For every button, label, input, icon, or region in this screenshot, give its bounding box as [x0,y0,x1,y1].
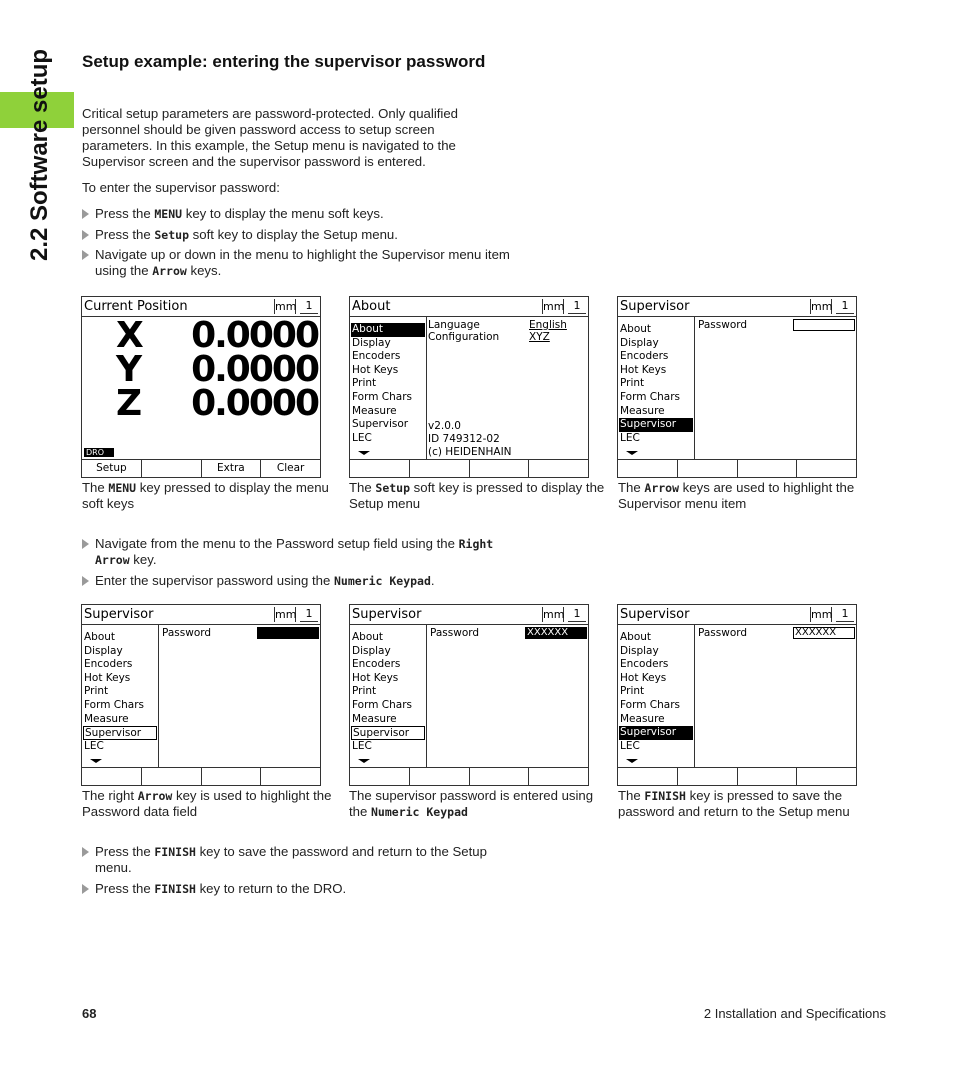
language-value[interactable]: English [529,319,567,331]
softkey-4[interactable] [797,460,856,477]
supervisor-screen-password-entered [349,604,589,786]
menu-item-hot-keys[interactable]: Hot Keys [620,671,667,684]
menu-item-hot-keys[interactable]: Hot Keys [620,363,667,376]
pane-divider [426,317,427,459]
screen-title: Supervisor [84,607,154,622]
menu-item-about[interactable]: About [620,323,652,335]
menu-item-display[interactable]: Display [620,336,659,349]
menu-item-lec[interactable]: LEC [352,431,372,444]
bullet-arrow-icon [82,230,89,240]
key-name: FINISH [154,845,196,859]
softkey-3[interactable] [470,768,530,785]
menu-item-display[interactable]: Display [84,644,123,657]
bullet-arrow-icon [82,539,89,549]
key-name: FINISH [154,881,196,896]
softkey-bar [618,459,856,477]
key-name: Setup [154,227,189,242]
bullet-arrow-icon [82,209,89,219]
setup-menu-list [83,631,157,753]
softkey-1[interactable] [618,460,678,477]
step-item: Press the MENU key to display the menu soft keys. [82,206,527,222]
unit-indicator: mm [543,608,565,621]
softkey-4[interactable] [529,768,588,785]
password-field[interactable] [257,627,319,639]
menu-item-form-chars[interactable]: Form Chars [620,698,680,711]
password-label: Password [698,627,748,639]
softkey-2[interactable] [410,768,470,785]
scroll-down-icon [626,759,638,763]
id-text: ID 749312-02 [428,433,500,445]
menu-item-lec[interactable]: LEC [84,739,104,752]
axis-label-y: Y [116,349,142,390]
softkey-1[interactable] [350,768,410,785]
password-label: Password [162,627,212,639]
caption-password-entered: The supervisor password is entered using the Numeric Keypad [349,788,594,819]
key-name: Numeric Keypad [371,805,468,819]
key-name: Setup [375,481,411,495]
caption-about-screen: The Setup soft key is pressed to display the Setup menu [349,480,605,511]
page-number: 68 [82,1006,97,1021]
unit-indicator: mm [811,608,833,621]
softkey-4[interactable] [529,460,588,477]
setup-menu-list [351,631,425,753]
scroll-down-icon [358,451,370,455]
one-indicator: 1 [300,607,318,622]
screen-title: Supervisor [620,299,690,314]
steps-list-3 [82,844,527,901]
screen-title: About [352,299,391,314]
menu-item-print[interactable]: Print [620,685,645,698]
password-label: Password [698,319,748,331]
section-heading: Setup example: entering the supervisor password [82,52,486,71]
step-item: Enter the supervisor password using the Numeric Keypad. [82,573,527,589]
softkey-3[interactable] [738,460,798,477]
menu-item-encoders[interactable]: Encoders [620,658,669,671]
bullet-arrow-icon [82,576,89,586]
intro-lead: To enter the supervisor password: [82,180,280,195]
menu-item-hot-keys[interactable]: Hot Keys [352,363,399,376]
axis-value-z: 0.0000 [191,383,318,424]
supervisor-screen-menu-highlight [617,296,857,478]
scroll-down-icon [90,759,102,763]
menu-item-about[interactable]: About [84,631,116,643]
menu-item-encoders[interactable]: Encoders [84,658,133,671]
menu-item-supervisor[interactable]: Supervisor [619,726,693,740]
menu-item-measure[interactable]: Measure [620,712,665,725]
softkey-setup[interactable]: Setup [82,460,142,477]
password-field[interactable]: XXXXXX [793,627,855,639]
one-indicator: 1 [836,607,854,622]
softkey-bar [82,459,320,477]
menu-item-form-chars[interactable]: Form Chars [352,390,412,403]
key-name: Arrow [137,789,173,803]
caption-dro-screen: The MENU key pressed to display the menu soft keys [82,480,329,511]
screen-title: Current Position [84,299,188,314]
unit-indicator: mm [811,300,833,313]
menu-item-form-chars[interactable]: Form Chars [352,698,412,711]
key-name: Arrow [152,264,187,278]
unit-indicator: mm [275,300,297,313]
screen-title: Supervisor [352,607,422,622]
softkey-3[interactable] [738,768,798,785]
menu-item-lec[interactable]: LEC [620,739,640,752]
menu-item-print[interactable]: Print [352,377,377,390]
step-item: Navigate from the menu to the Password setup field using the Right Arrow key. [82,536,527,568]
pane-divider [158,625,159,767]
chapter-side-title [28,30,52,280]
bullet-arrow-icon [82,250,89,260]
configuration-label: Configuration [428,331,500,343]
setup-menu-list [619,631,693,753]
intro-paragraph: Critical setup parameters are password-protected. Only qualified personnel should be given password access to setup screen parameters. In this example, the Setup menu is navigated to the Supervisor screen and the supervisor password is entered. [82,106,459,169]
pane-divider [694,625,695,767]
step-item: Press the Setup soft key to display the Setup menu. [82,227,527,243]
supervisor-screen-password-saved [617,604,857,786]
unit-indicator: mm [275,608,297,621]
setup-menu-list [619,323,693,445]
bullet-arrow-icon [82,884,89,894]
softkey-2[interactable] [678,768,738,785]
screen-title-bar [350,605,588,625]
menu-item-display[interactable]: Display [352,336,391,349]
menu-item-encoders[interactable]: Encoders [352,658,401,671]
axis-label-z: Z [116,383,142,424]
menu-item-measure[interactable]: Measure [352,712,397,725]
caption-password-highlight: The right Arrow key is used to highlight the Password data field [82,788,332,819]
one-indicator: 1 [568,607,586,622]
menu-item-hot-keys[interactable]: Hot Keys [84,671,131,684]
dro-mode-tag: DRO [84,448,114,457]
pane-divider [426,625,427,767]
about-screen [349,296,589,478]
softkey-3[interactable] [470,460,530,477]
menu-item-form-chars[interactable]: Form Chars [84,698,144,711]
softkey-1[interactable] [82,768,142,785]
menu-item-print[interactable]: Print [620,377,645,390]
steps-list-1 [82,206,527,284]
configuration-value[interactable]: XYZ [529,331,550,343]
supervisor-pane [696,317,856,457]
password-field[interactable]: XXXXXX [525,627,587,639]
softkey-4[interactable] [797,768,856,785]
softkey-bar [82,767,320,785]
softkey-3[interactable] [202,768,262,785]
axis-value-y: 0.0000 [191,349,318,390]
step-item: Press the FINISH key to save the password and return to the Setup menu. [82,844,527,876]
softkey-clear[interactable]: Clear [276,462,305,474]
steps-list-2 [82,536,527,593]
menu-item-supervisor[interactable]: Supervisor [351,726,425,740]
menu-item-print[interactable]: Print [352,685,377,698]
menu-item-measure[interactable]: Measure [620,404,665,417]
menu-item-about[interactable]: About [351,323,425,337]
screen-title-bar [350,297,588,317]
key-name: MENU [108,481,137,495]
menu-item-supervisor[interactable]: Supervisor [83,726,157,740]
chapter-side-title-text: 2.2 Software setup [26,48,53,262]
softkey-bar [350,459,588,477]
step-item: Navigate up or down in the menu to highlight the Supervisor menu item using the Arrow keys. [82,247,527,279]
screen-title: Supervisor [620,607,690,622]
dro-screen [81,296,321,478]
scroll-down-icon [626,451,638,455]
screen-title-bar [82,605,320,625]
menu-item-measure[interactable]: Measure [84,712,129,725]
menu-item-lec[interactable]: LEC [352,739,372,752]
supervisor-pane [428,625,588,765]
softkey-4[interactable] [261,768,320,785]
version-text: v2.0.0 [428,420,461,432]
screen-title-bar [82,297,320,317]
supervisor-pane [696,625,856,765]
key-name: FINISH [644,789,686,803]
menu-item-supervisor[interactable]: Supervisor [352,418,409,431]
bullet-arrow-icon [82,847,89,857]
screen-title-bar [618,297,856,317]
menu-item-display[interactable]: Display [620,644,659,657]
key-name: Arrow [644,481,680,495]
menu-item-supervisor[interactable]: Supervisor [619,418,693,432]
language-label: Language [428,319,480,331]
softkey-2[interactable] [678,460,738,477]
password-field[interactable] [793,319,855,331]
one-indicator: 1 [300,299,318,314]
softkey-bar [350,767,588,785]
menu-item-lec[interactable]: LEC [620,431,640,444]
softkey-2[interactable] [410,460,470,477]
unit-indicator: mm [543,300,565,313]
menu-item-encoders[interactable]: Encoders [352,350,401,363]
menu-item-print[interactable]: Print [84,685,109,698]
softkey-extra[interactable]: Extra [202,460,262,477]
supervisor-screen-password-highlight [81,604,321,786]
axis-label-x: X [116,315,143,356]
menu-item-hot-keys[interactable]: Hot Keys [352,671,399,684]
chapter-footer: 2 Installation and Specifications [703,1006,886,1021]
scroll-down-icon [358,759,370,763]
menu-item-measure[interactable]: Measure [352,404,397,417]
supervisor-pane [160,625,320,765]
caption-supervisor-menu: The Arrow keys are used to highlight the Supervisor menu item [618,480,855,511]
softkey-1[interactable] [618,768,678,785]
step-item: Press the FINISH key to return to the DRO. [82,881,527,897]
key-name: Right Arrow [95,537,494,567]
menu-item-form-chars[interactable]: Form Chars [620,390,680,403]
password-label: Password [430,627,480,639]
copyright-text: (c) HEIDENHAIN [428,446,512,458]
softkey-bar [618,767,856,785]
menu-item-about[interactable]: About [620,631,652,643]
softkey-2[interactable] [142,768,202,785]
one-indicator: 1 [836,299,854,314]
menu-item-encoders[interactable]: Encoders [620,350,669,363]
key-name: MENU [154,207,183,221]
menu-item-display[interactable]: Display [352,644,391,657]
softkey-2[interactable] [142,460,202,477]
pane-divider [694,317,695,459]
screen-title-bar [618,605,856,625]
softkey-1[interactable] [350,460,410,477]
caption-password-saved: The FINISH key is pressed to save the password and return to the Setup menu [618,788,850,819]
key-name: Numeric Keypad [333,573,431,588]
menu-item-about[interactable]: About [352,631,384,643]
one-indicator: 1 [568,299,586,314]
setup-menu-list [351,323,425,445]
axis-value-x: 0.0000 [191,315,318,356]
